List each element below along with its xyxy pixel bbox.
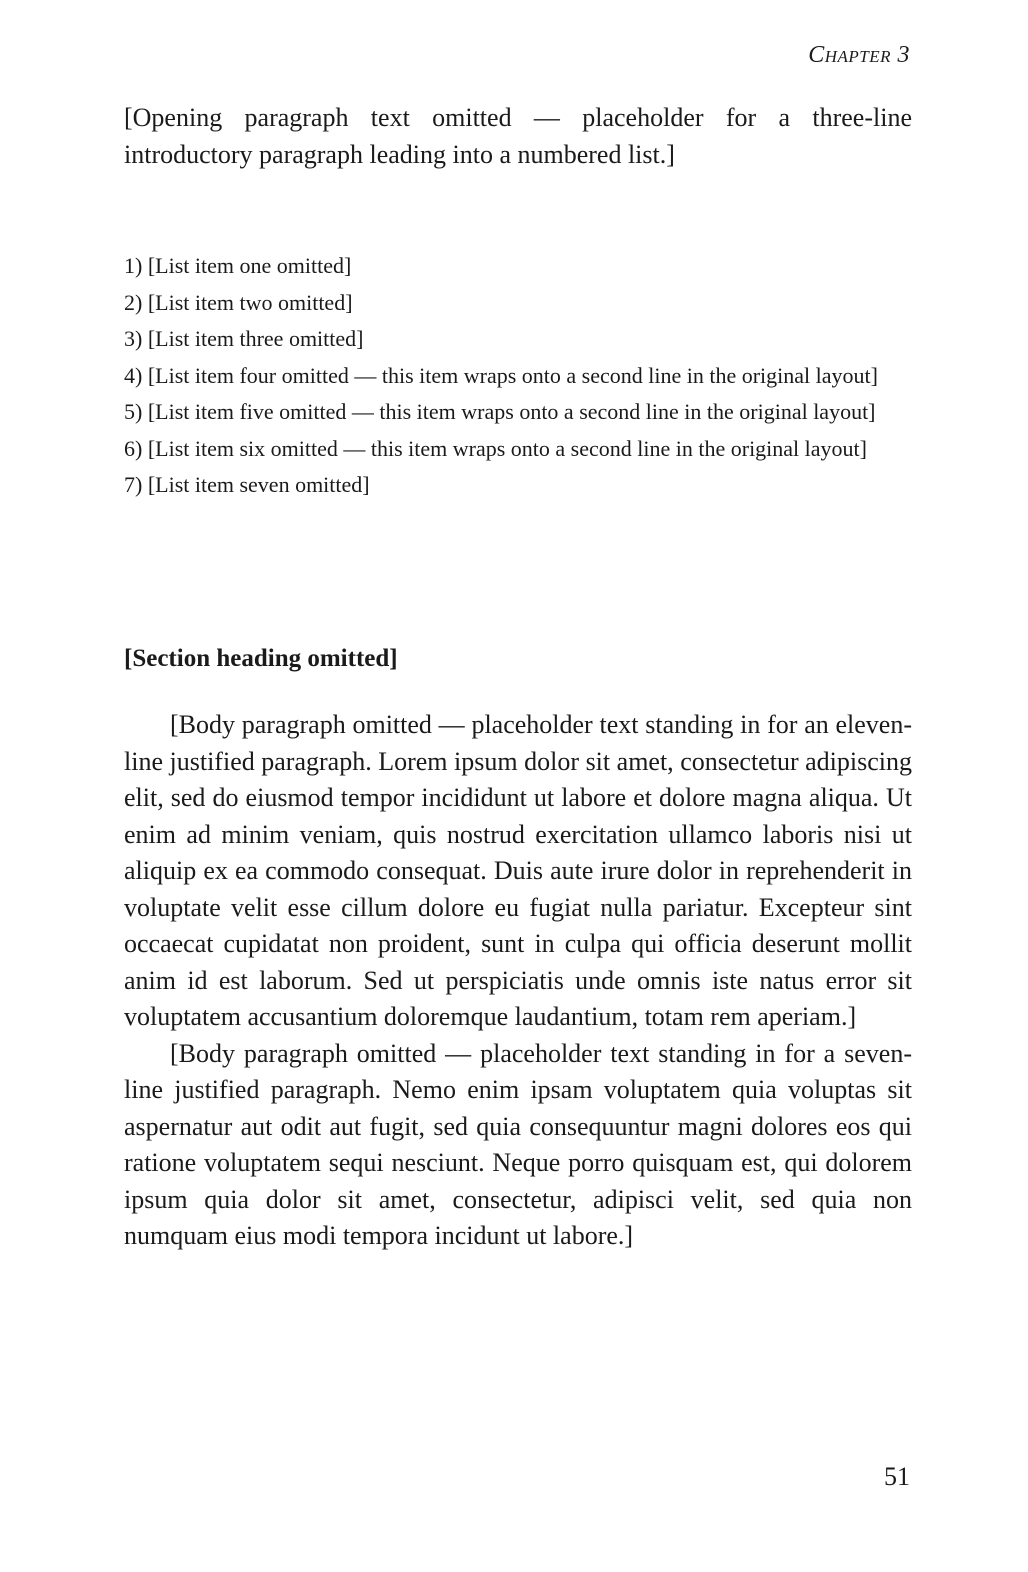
list-item: 7) [List item seven omitted] (124, 472, 370, 497)
list-item: 6) [List item six omitted — this item wraps onto a second line in the original layout] (124, 435, 867, 461)
section-body (124, 707, 912, 1255)
running-head: Chapter 3 (808, 42, 910, 68)
body-paragraph: [Body paragraph omitted — placeholder text standing in for a seven-line justified paragraph. Nemo enim ipsam voluptatem quia voluptas sit aspernatur aut odit aut fugit, sed quia consequuntur magni dolores eos qui ratione voluptatem sequi nesciunt. Neque porro quisquam est, qui dolorem ipsum quia dolor sit amet, consectetur, adipisci velit, sed quia non numquam eius modi tempora incidunt ut labore.] (124, 1038, 912, 1250)
section-heading: [Section heading omitted] (124, 645, 398, 672)
list-item: 1) [List item one omitted] (124, 253, 352, 278)
intro-paragraph: [Opening paragraph text omitted — placeholder for a three-line introductory paragraph leading into a numbered list.] (124, 103, 912, 169)
list-item: 2) [List item two omitted] (124, 289, 353, 315)
page-number: 51 (884, 1462, 910, 1491)
body-paragraph: [Body paragraph omitted — placeholder text standing in for an eleven-line justified paragraph. Lorem ipsum dolor sit amet, consectetur adipiscing elit, sed do eiusmod tempor incididunt ut labore et dolore magna aliqua. Ut enim ad minim veniam, quis nostrud exercitation ullamco laboris nisi ut aliquip ex ea commodo consequat. Duis aute irure dolor in reprehenderit in voluptate velit esse cillum dolore eu fugiat nulla pariatur. Excepteur sint occaecat cupidatat non proident, sunt in culpa qui officia deserunt mollit anim id est laborum. Sed ut perspiciatis unde omnis iste natus error sit voluptatem accusantium doloremque laudantium, totam rem aperiam.] (124, 710, 912, 1031)
list-item: 3) [List item three omitted] (124, 326, 364, 351)
list-item: 5) [List item five omitted — this item wraps onto a second line in the original layout] (124, 399, 876, 424)
numbered-list (124, 248, 912, 504)
list-item: 4) [List item four omitted — this item wraps onto a second line in the original layout] (124, 362, 878, 388)
